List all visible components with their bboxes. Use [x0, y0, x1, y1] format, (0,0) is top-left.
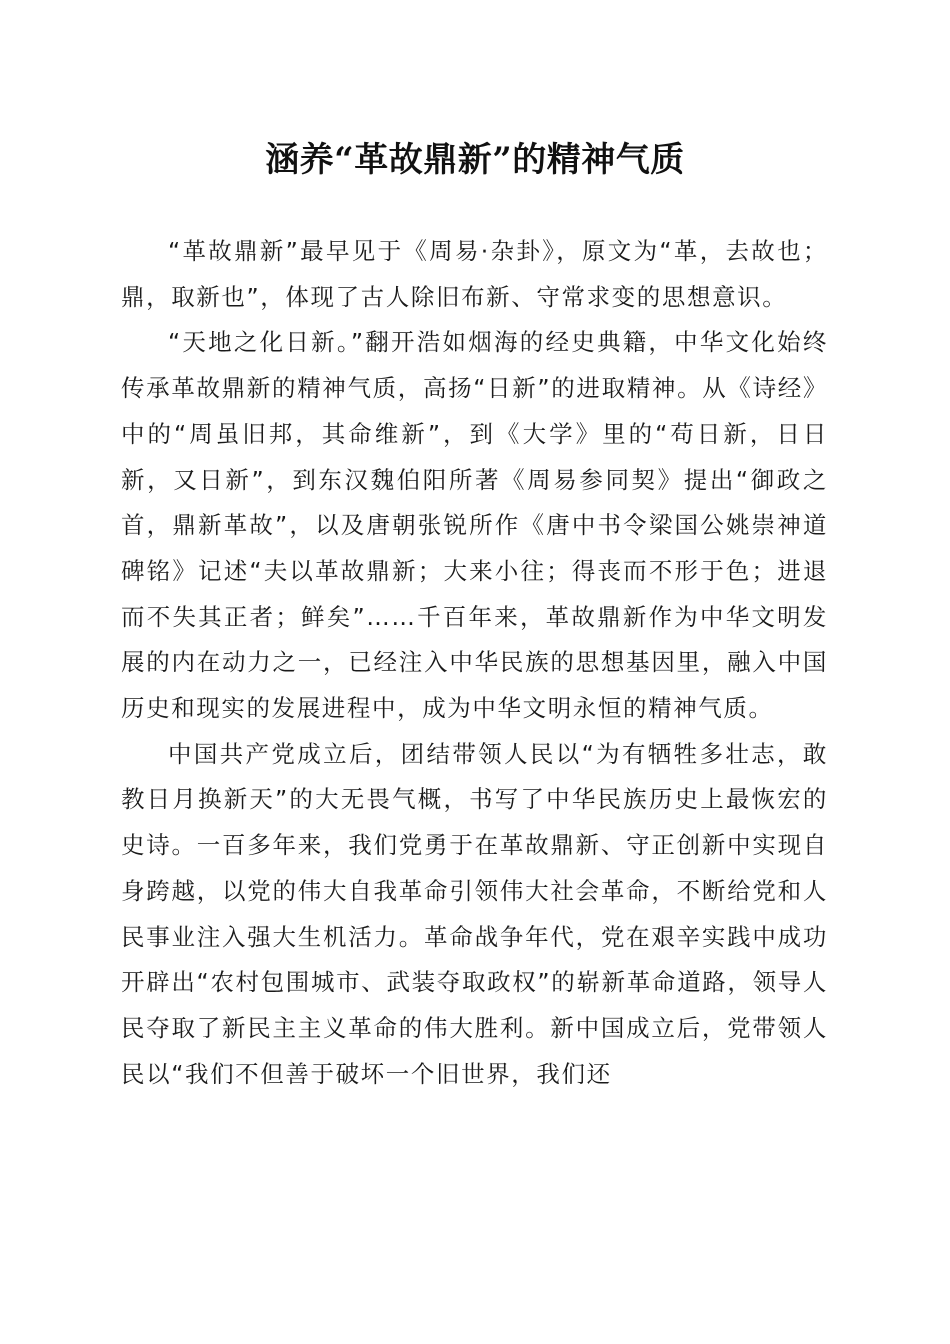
- page-title: 涵养“革故鼎新”的精神气质: [265, 140, 685, 180]
- paragraph-classics: “天地之化日新。”翻开浩如烟海的经史典籍，中华文化始终传承革故鼎新的精神气质，高扬“日新”的进取精神。从《诗经》中的“周虽旧邦，其命维新”，到《大学》里的“苟日新，日日新，又日新”，到东汉魏伯阳所著《周易参同契》提出“御政之首，鼎新革故”，以及唐朝张锐所作《唐中书令梁国公姚崇神道碑铭》记述“夫以革故鼎新；大来小往；得丧而不形于色；进退而不失其正者；鲜矣”……千百年来，革故鼎新作为中华文明发展的内在动力之一，已经注入中华民族的思想基因里，融入中国历史和现实的发展进程中，成为中华文明永恒的精神气质。: [121, 328, 828, 723]
- paragraph-party-history: 中国共产党成立后，团结带领人民以“为有牺牲多壮志，敢教日月换新天”的大无畏气概，书写了中华民族历史上最恢宏的史诗。一百多年来，我们党勇于在革故鼎新、守正创新中实现自身跨越，以党的伟大自我革命引领伟大社会革命，不断给党和人民事业注入强大生机活力。革命战争年代，党在艰辛实践中成功开辟出“农村包围城市、武装夺取政权”的崭新革命道路，领导人民夺取了新民主主义革命的伟大胜利。新中国成立后，党带领人民以“我们不但善于破坏一个旧世界，我们还: [121, 739, 828, 1088]
- article-body: [121, 229, 828, 1097]
- paragraph-origin: “革故鼎新”最早见于《周易·杂卦》，原文为“革，去故也；鼎，取新也”，体现了古人除旧布新、守常求变的思想意识。: [121, 237, 828, 311]
